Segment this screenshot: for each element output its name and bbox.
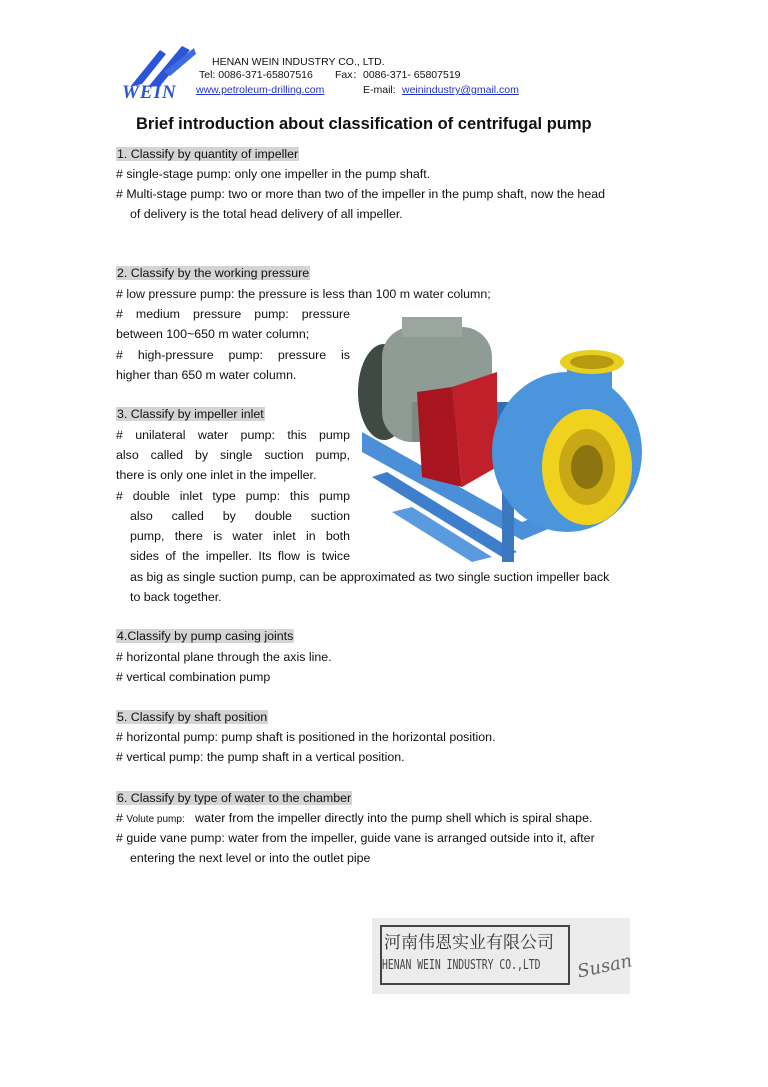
signature: Susan <box>575 950 635 983</box>
website-link[interactable]: www.petroleum-drilling.com <box>196 84 325 96</box>
text-line: there is only one inlet in the impeller. <box>116 468 317 482</box>
stamp-chinese: 河南伟恩实业有限公司 <box>384 933 554 953</box>
company-name: HENAN WEIN INDUSTRY CO., LTD. <box>212 56 385 68</box>
text-line: between 100~650 m water column; <box>116 327 310 341</box>
text-line <box>116 810 592 828</box>
section-heading: 6. Classify by type of water to the chamber <box>117 791 352 805</box>
text-span: water from the impeller directly into the pump shell which is spiral shape. <box>195 811 593 825</box>
centrifugal-pump-image <box>352 312 654 566</box>
text-line: # horizontal plane through the axis line. <box>116 650 332 664</box>
text-line: # guide vane pump: water from the impeller, guide vane is arranged outside into it, after <box>116 831 595 845</box>
company-logo <box>120 42 200 103</box>
text-line: # low pressure pump: the pressure is less than 100 m water column; <box>116 287 491 301</box>
text-line: # vertical pump: the pump shaft in a vertical position. <box>116 750 405 764</box>
text-line: as big as single suction pump, can be approximated as two single suction impeller back <box>130 570 610 584</box>
logo-text: WEIN <box>122 82 177 103</box>
tel: Tel: 0086-371-65807516 <box>199 69 313 81</box>
text-line: # horizontal pump: pump shaft is positioned in the horizontal position. <box>116 730 496 744</box>
fax: Fax：0086-371- 65807519 <box>335 69 461 81</box>
text-line: sides of the impeller. Its flow is twice <box>130 549 350 563</box>
text-line: also called by single suction pump, <box>116 448 350 462</box>
section-heading: 2. Classify by the working pressure <box>117 266 310 280</box>
section-heading: 4.Classify by pump casing joints <box>117 629 294 643</box>
text-line: higher than 650 m water column. <box>116 368 297 382</box>
text-line: entering the next level or into the outlet pipe <box>130 851 371 865</box>
page-title: Brief introduction about classification of centrifugal pump <box>136 115 592 133</box>
text-line: to back together. <box>130 590 222 604</box>
bullet: # <box>116 811 127 825</box>
text-line: of delivery is the total head delivery of all impeller. <box>130 207 403 221</box>
text-line: # medium pressure pump: pressure <box>116 307 350 321</box>
text-line: # Multi-stage pump: two or more than two of the impeller in the pump shaft, now the head <box>116 187 606 201</box>
email-label: E-mail: <box>363 84 396 96</box>
section-heading: 3. Classify by impeller inlet <box>117 407 264 421</box>
text-line: also called by double suction <box>130 509 350 523</box>
email-link[interactable]: weinindustry@gmail.com <box>402 84 519 96</box>
text-line: pump, there is water inlet in both <box>130 529 350 543</box>
text-line: # unilateral water pump: this pump <box>116 428 350 442</box>
company-stamp <box>372 918 635 994</box>
stamp-english: HENAN WEIN INDUSTRY CO.,LTD <box>382 958 541 973</box>
section-heading: 1. Classify by quantity of impeller <box>117 147 299 161</box>
text-line: # vertical combination pump <box>116 670 271 684</box>
text-line: # high-pressure pump: pressure is <box>116 348 350 362</box>
term-volute-pump: Volute pump: <box>126 814 185 825</box>
text-line: # single-stage pump: only one impeller in the pump shaft. <box>116 167 431 181</box>
text-line: # double inlet type pump: this pump <box>116 489 350 503</box>
section-heading: 5. Classify by shaft position <box>117 710 268 724</box>
